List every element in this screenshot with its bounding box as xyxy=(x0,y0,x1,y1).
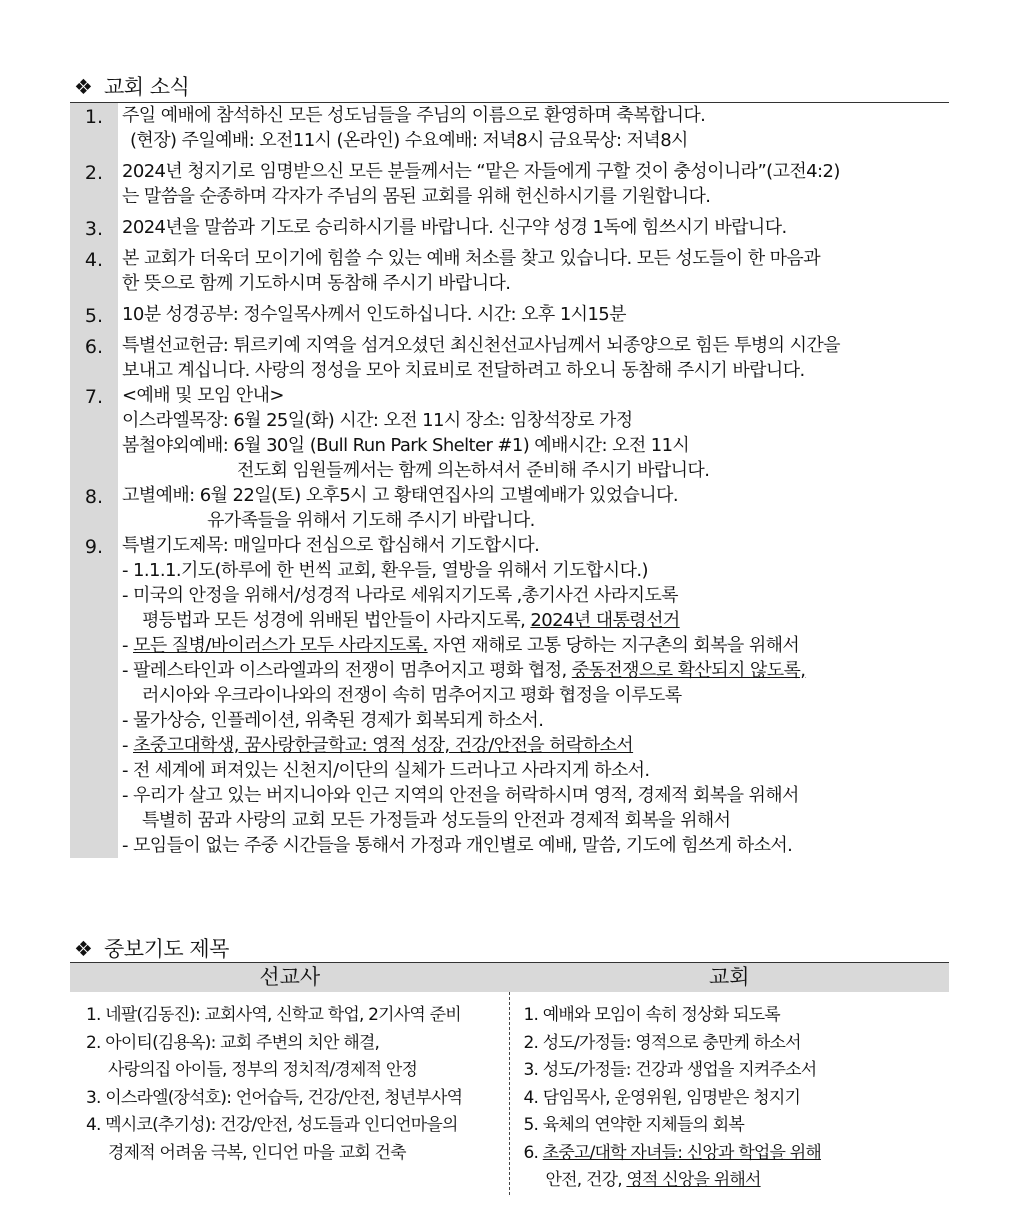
prayer-line: 1. 예배와 모임이 속히 정상화 되도록 xyxy=(523,1005,780,1025)
news-item-2 xyxy=(70,159,949,215)
news-line xyxy=(122,608,949,633)
news-item-8 xyxy=(70,483,949,533)
news-line: - 우리가 살고 있는 버지니아와 인근 지역의 안전을 허락하시며 영적, 경제적 회복을 위해서 xyxy=(122,785,799,806)
news-item-6 xyxy=(70,333,949,383)
news-line: 특별기도제목: 매일마다 전심으로 합심해서 기도합시다. xyxy=(122,535,540,556)
news-line: 고별예배: 6월 22일(토) 오후5시 고 황태연집사의 고별예배가 있었습니다. xyxy=(122,485,678,506)
news-line: 10분 성경공부: 정수일목사께서 인도하십니다. 시간: 오후 1시15분 xyxy=(122,304,626,325)
item-number: 3. xyxy=(70,215,118,246)
item-number: 4. xyxy=(70,246,118,302)
news-line: (현장) 주일예배: 오전11시 (온라인) 수요예배: 저녁8시 금요묵상: 저녁8시 xyxy=(130,130,688,151)
news-line: - 전 세계에 퍼져있는 신천지/이단의 실체가 드러나고 사라지게 하소서. xyxy=(122,760,650,781)
news-heading-text: 교회 소식 xyxy=(104,75,190,99)
prayer-line: 2. 아이티(김용옥): 교회 주변의 치안 해결, xyxy=(86,1032,380,1053)
news-line xyxy=(122,733,949,758)
news-line: - 물가상승, 인플레이션, 위축된 경제가 회복되게 하소서. xyxy=(122,710,544,731)
news-line: 보내고 계십니다. 사랑의 정성을 모아 치료비로 전달하려고 하오니 동참해 주시기 바랍니다. xyxy=(122,360,805,381)
news-heading xyxy=(74,71,189,101)
news-line: 주일 예배에 참석하신 모든 성도님들을 주님의 이름으로 환영하며 축복합니다. xyxy=(122,105,706,126)
prayer-line: 경제적 어려움 극복, 인디언 마을 교회 건축 xyxy=(108,1142,406,1163)
news-line: 2024년을 말씀과 기도로 승리하시기를 바랍니다. 신구약 성경 1독에 힘쓰시기 바랍니다. xyxy=(122,217,787,238)
news-line: 2024년 청지기로 임명받으신 모든 분들께서는 “맡은 자들에게 구할 것이 충성이니라”(고전4:2) xyxy=(122,161,840,182)
prayer-line: 사랑의집 아이들, 정부의 정치적/경제적 안정 xyxy=(108,1060,418,1080)
news-line: - 미국의 안정을 위해서/성경적 나라로 세워지기도록 ,총기사건 사라지도록 xyxy=(122,585,678,606)
prayer-line: 2. 성도/가정들: 영적으로 충만케 하소서 xyxy=(523,1032,801,1053)
news-item-3 xyxy=(70,215,949,246)
news-text: 자연 재해로 고통 당하는 지구촌의 회복을 위해서 xyxy=(427,635,800,656)
prayer-line: 5. 육체의 연약한 지체들의 회복 xyxy=(523,1115,744,1135)
prayer-line xyxy=(524,1140,950,1168)
news-line: 본 교회가 더욱더 모이기에 힘쓸 수 있는 예배 처소를 찾고 있습니다. 모든 성도들이 한 마음과 xyxy=(122,248,820,269)
diamond-bullet-icon: ❖ xyxy=(74,937,93,961)
church-header: 교회 xyxy=(510,963,950,992)
prayer-text: 안전, 건강, xyxy=(545,1170,627,1190)
prayer-line: 4. 담임목사, 운영위원, 임명받은 청지기 xyxy=(523,1087,801,1108)
church-column xyxy=(510,992,950,1195)
news-item-7 xyxy=(70,383,949,483)
news-text: - 팔레스타인과 이스라엘과의 전쟁이 멈추어지고 평화 협정, xyxy=(122,660,572,681)
item-number: 8. xyxy=(70,483,118,533)
news-text: - xyxy=(122,635,134,656)
underlined-text: 초중고/대학 자녀들: 신앙과 학업을 위해 xyxy=(542,1142,821,1163)
prayer-table xyxy=(70,962,949,1195)
item-number: 9. xyxy=(70,533,118,858)
news-line xyxy=(122,658,949,683)
missionary-column xyxy=(70,992,510,1195)
underlined-text: 중동전쟁으로 확산되지 않도록, xyxy=(571,660,806,681)
dash-prefix: - xyxy=(122,735,134,756)
news-line: 특별선교헌금: 튀르키예 지역을 섬겨오셨던 최신천선교사님께서 뇌종양으로 힘든 투병의 시간을 xyxy=(122,335,840,356)
underlined-text: 초중고대학생, 꿈사랑한글학교: 영적 성장, 건강/안전을 허락하소서 xyxy=(133,735,634,756)
news-text: 평등법과 모든 성경에 위배된 법안들이 사라지도록, xyxy=(142,610,531,631)
news-line: 이스라엘목장: 6월 25일(화) 시간: 오전 11시 장소: 임창석장로 가정 xyxy=(122,410,633,431)
item-number: 1. xyxy=(70,103,118,159)
news-item-4 xyxy=(70,246,949,302)
prayer-heading-text: 중보기도 제목 xyxy=(104,937,229,961)
news-line xyxy=(122,633,949,658)
news-item-5 xyxy=(70,302,949,333)
item-number: 2. xyxy=(70,159,118,215)
news-list xyxy=(70,103,949,858)
news-line: 는 말씀을 순종하며 각자가 주님의 몸된 교회를 위해 헌신하시기를 기원합니다. xyxy=(122,186,711,207)
missionary-header: 선교사 xyxy=(70,963,510,992)
prayer-line xyxy=(524,1167,950,1195)
prayer-line: 4. 멕시코(추기성): 건강/안전, 성도들과 인디언마을의 xyxy=(86,1115,458,1135)
prayer-line: 3. 성도/가정들: 건강과 생업을 지켜주소서 xyxy=(523,1060,817,1080)
news-line: - 모임들이 없는 주중 시간들을 통해서 가정과 개인별로 예배, 말씀, 기도에 힘쓰게 하소서. xyxy=(122,835,793,856)
news-item-1 xyxy=(70,103,949,159)
item-number: 5. xyxy=(70,302,118,333)
news-line: 러시아와 우크라이나와의 전쟁이 속히 멈추어지고 평화 협정을 이루도록 xyxy=(142,685,682,706)
prayer-line: 3. 이스라엘(장석호): 언어습득, 건강/안전, 청년부사역 xyxy=(86,1087,463,1108)
news-line: - 1.1.1.기도(하루에 한 번씩 교회, 환우들, 열방을 위해서 기도합시다.) xyxy=(122,560,648,581)
prayer-line: 1. 네팔(김동진): 교회사역, 신학교 학업, 2기사역 준비 xyxy=(86,1005,461,1025)
item-number: 6. xyxy=(70,333,118,383)
underlined-text: 영적 신앙을 위해서 xyxy=(626,1170,761,1190)
news-line: 유가족들을 위해서 기도해 주시기 바랍니다. xyxy=(207,510,535,531)
news-line: 특별히 꿈과 사랑의 교회 모든 가정들과 성도들의 안전과 경제적 회복을 위해서 xyxy=(142,810,731,831)
news-line: <예배 및 모임 안내> xyxy=(122,385,284,406)
underlined-text: 2024년 대통령선거 xyxy=(530,610,680,631)
underlined-text: 모든 질병/바이러스가 모두 사라지도록. xyxy=(133,635,428,656)
item-number: 7. xyxy=(70,383,118,483)
news-line: 전도회 임원들께서는 함께 의논하셔서 준비해 주시기 바랍니다. xyxy=(237,460,710,481)
diamond-bullet-icon: ❖ xyxy=(74,75,93,99)
prayer-text: 6. xyxy=(523,1142,543,1163)
prayer-heading xyxy=(74,933,229,963)
news-line: 한 뜻으로 함께 기도하시며 동참해 주시기 바랍니다. xyxy=(122,273,511,294)
news-line: 봄철야외예배: 6월 30일 (Bull Run Park Shelter #1) 예배시간: 오전 11시 xyxy=(122,435,690,456)
news-item-9 xyxy=(70,533,949,858)
